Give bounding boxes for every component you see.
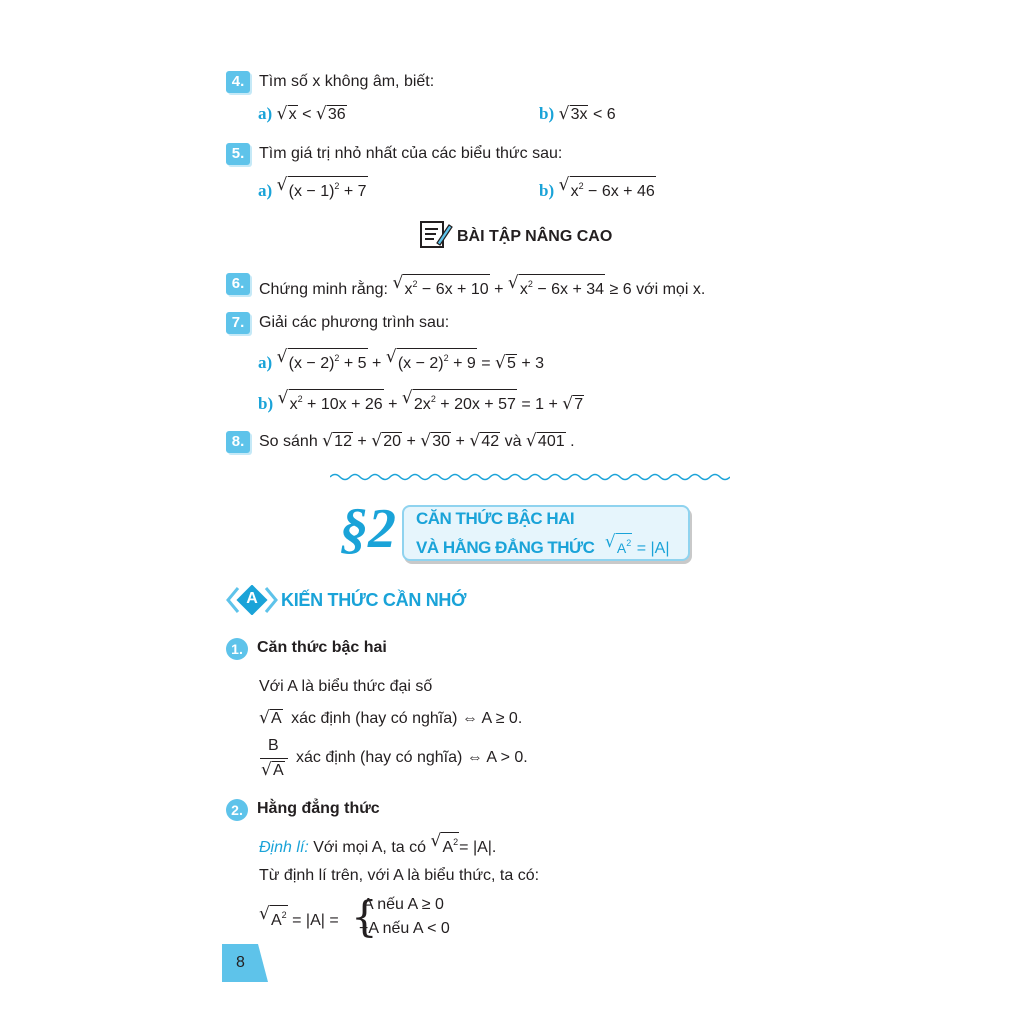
exercise-part-a [258, 176, 368, 201]
case-positive: A nếu A ≥ 0 [363, 896, 444, 913]
page-number-tab [222, 944, 268, 982]
part-label: a) [258, 104, 273, 123]
exercise-part-a: a) √ x < √ 36 [258, 104, 347, 124]
notepad-icon [419, 219, 453, 249]
part-label: a) [258, 181, 273, 200]
item-title: Căn thức bậc hai [257, 639, 387, 656]
sqrt-expression: √ x [277, 105, 298, 124]
exercise-number-badge: 4. [226, 71, 250, 93]
exercise-text: Tìm giá trị nhỏ nhất của các biểu thức sau: [259, 145, 563, 162]
part-a-title: KIẾN THỨC CẦN NHỚ [281, 590, 467, 610]
condition-line: √ A xác định (hay có nghĩa) ⇔ A ≥ 0. [259, 709, 522, 728]
sqrt-expression: √ $x^2 - 6x + 46$ [559, 176, 656, 201]
case-negative: −A nếu A < 0 [359, 920, 450, 937]
exercise-number-badge: 5. [226, 143, 250, 165]
section-title-line1: CĂN THỨC BẬC HAI [416, 509, 575, 528]
exercise-statement: Chứng minh rằng: √ $x^2 - 6x + 10$ + √ $x^2 - 6x + 34 \ge 6$ với mọi x. [259, 274, 705, 299]
exercise-part-b [539, 176, 656, 201]
sqrt-expression: √ 3x [559, 105, 589, 124]
wavy-divider [330, 470, 730, 482]
sqrt-expression: √ 36 [316, 105, 347, 124]
item-text: Từ định lí trên, với A là biểu thức, ta có: [259, 867, 540, 884]
part-label: b) [258, 394, 274, 413]
exercise-text: Tìm số x không âm, biết: [259, 73, 435, 90]
part-label: b) [539, 104, 555, 123]
definition-line: Định lí: Với mọi A, ta có √ $A^2= |A|$. [259, 832, 496, 857]
item-number-badge: 2. [226, 799, 248, 821]
fraction-numerator: B [268, 737, 279, 754]
section-symbol: §2 [340, 498, 396, 560]
section-heading: BÀI TẬP NÂNG CAO [457, 228, 613, 245]
exercise-text: Giải các phương trình sau: [259, 314, 450, 331]
exercise-number-badge: 8. [226, 431, 250, 453]
brace: { [351, 892, 378, 941]
exercise-number-badge: 6. [226, 273, 250, 295]
condition-text: xác định (hay có nghĩa) ⇔ A > 0. [296, 749, 528, 766]
exercise-statement: So sánh √ 12 + √ 20 + √ 30 + √ 42 và √ 401 . [259, 432, 575, 451]
part-label: a) [258, 353, 273, 372]
exercise-part-b: b) √ 3x < 6 [539, 104, 616, 124]
section-banner [340, 498, 688, 561]
part-label: b) [539, 181, 555, 200]
page-number: 8 [236, 954, 245, 971]
sqrt-expression: √ $(x - 1)^2 + 7$ [277, 176, 368, 201]
exercise-number-badge: 7. [226, 312, 250, 334]
item-title: Hằng đẳng thức [257, 800, 380, 817]
section-title-line2: VÀ HẰNG ĐẲNG THỨC √ $A^2 = |A|$ [416, 533, 669, 558]
part-a-letter: A [246, 590, 258, 607]
item-number-badge: 1. [226, 638, 248, 660]
exercise-part-a: a) √ $(x - 2)^2 + 5$ + √ $(x - 2)^2 + 9$ = √ 5 + 3 [258, 348, 544, 373]
exercise-part-b: b) √ $x^2 + 10x + 26$ + √ $2x^2 + 20x + 57 = 1$ + √ 7 [258, 389, 584, 414]
item-text: Với A là biểu thức đại số [259, 678, 433, 695]
part-a-icon [226, 585, 278, 615]
absolute-value-formula: √ $A^2 = |A|$ = { A nếu A ≥ 0 −A nếu A < 0 [259, 894, 519, 944]
